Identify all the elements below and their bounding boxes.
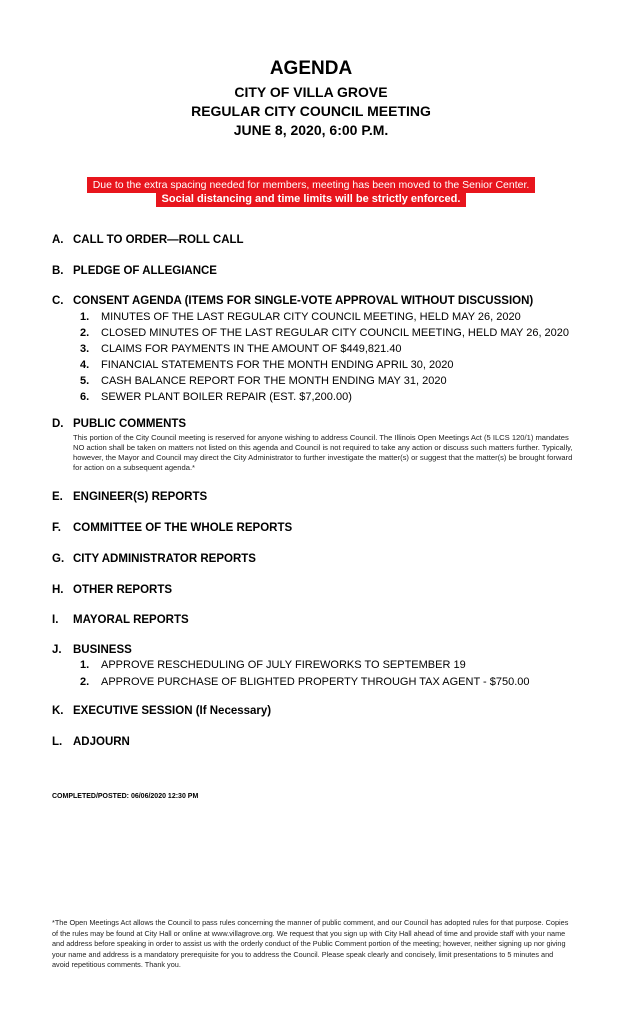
business-item: 2. APPROVE PURCHASE OF BLIGHTED PROPERTY THROUGH TAX AGENT - $750.00 [80, 676, 530, 688]
section-public-comments: D. PUBLIC COMMENTS [52, 418, 187, 430]
section-engineer-reports: E. ENGINEER(S) REPORTS [52, 491, 208, 503]
section-business: J. BUSINESS [52, 644, 132, 656]
public-comments-text: This portion of the City Council meeting is reserved for anyone wishing to address Council. The Illinois Open Meetings Act (5 ILCS 120/1) mandates NO action shall be taken on matters not listed on this agenda and Council is not required to take any action or discuss such matters further. Typically, however, the Mayor and Council may direct the City Administrator to further investigate the matter(s) or suggest that the matter(s) be brought forward for action on a subsequent agenda.* [73, 433, 573, 472]
business-item: 1. APPROVE RESCHEDULING OF JULY FIREWORKS TO SEPTEMBER 19 [80, 659, 466, 671]
section-adjourn: L. ADJOURN [52, 736, 130, 748]
notice-banner-line2: Social distancing and time limits will be strictly enforced. [0, 189, 622, 207]
consent-item: 3. CLAIMS FOR PAYMENTS IN THE AMOUNT OF $449,821.40 [80, 343, 402, 355]
city-name: CITY OF VILLA GROVE [234, 84, 388, 100]
section-other-reports: H. OTHER REPORTS [52, 584, 173, 596]
consent-item: 6. SEWER PLANT BOILER REPAIR (EST. $7,200.00) [80, 391, 352, 403]
consent-item: 2. CLOSED MINUTES OF THE LAST REGULAR CITY COUNCIL MEETING, HELD MAY 26, 2020 [80, 327, 570, 339]
section-call-to-order: A. CALL TO ORDER—ROLL CALL [52, 234, 244, 246]
section-pledge: B. PLEDGE OF ALLEGIANCE [52, 265, 217, 277]
section-executive-session: K. EXECUTIVE SESSION (If Necessary) [52, 705, 272, 717]
footnote: *The Open Meetings Act allows the Council to pass rules concerning the manner of public comment, and our Council has adopted rules for that purpose. Copies of the rules may be found at City Hall or online at www.villagrove.org. We request that you sign up with City Hall ahead of time and provide staff with your name and address before speaking in order to assist us with the orderly conduct of the Public Comment portion of the meeting; however, neither signing up nor giving your name and address is a mandatory prerequisite for you to address the Council. Please speak clearly and concisely, limit presentations to 5 minutes and avoid repetitious comments. Thank you. [52, 918, 569, 970]
section-committee-reports: F. COMMITTEE OF THE WHOLE REPORTS [52, 522, 293, 534]
meeting-type: REGULAR CITY COUNCIL MEETING [191, 103, 431, 119]
posted-timestamp: COMPLETED/POSTED: 06/06/2020 12:30 PM [52, 793, 199, 800]
section-administrator-reports: G. CITY ADMINISTRATOR REPORTS [52, 553, 256, 565]
section-consent-agenda: C. CONSENT AGENDA (ITEMS FOR SINGLE-VOTE APPROVAL WITHOUT DISCUSSION) [52, 295, 534, 307]
consent-item: 1. MINUTES OF THE LAST REGULAR CITY COUNCIL MEETING, HELD MAY 26, 2020 [80, 311, 521, 323]
agenda-title: AGENDA [269, 58, 353, 79]
section-mayoral-reports: I. MAYORAL REPORTS [52, 614, 189, 626]
meeting-date: JUNE 8, 2020, 6:00 P.M. [233, 122, 389, 138]
consent-item: 5. CASH BALANCE REPORT FOR THE MONTH ENDING MAY 31, 2020 [80, 375, 447, 387]
consent-item: 4. FINANCIAL STATEMENTS FOR THE MONTH ENDING APRIL 30, 2020 [80, 359, 454, 371]
notice-banner-line1: Due to the extra spacing needed for members, meeting has been moved to the Senior Center. [0, 175, 622, 193]
